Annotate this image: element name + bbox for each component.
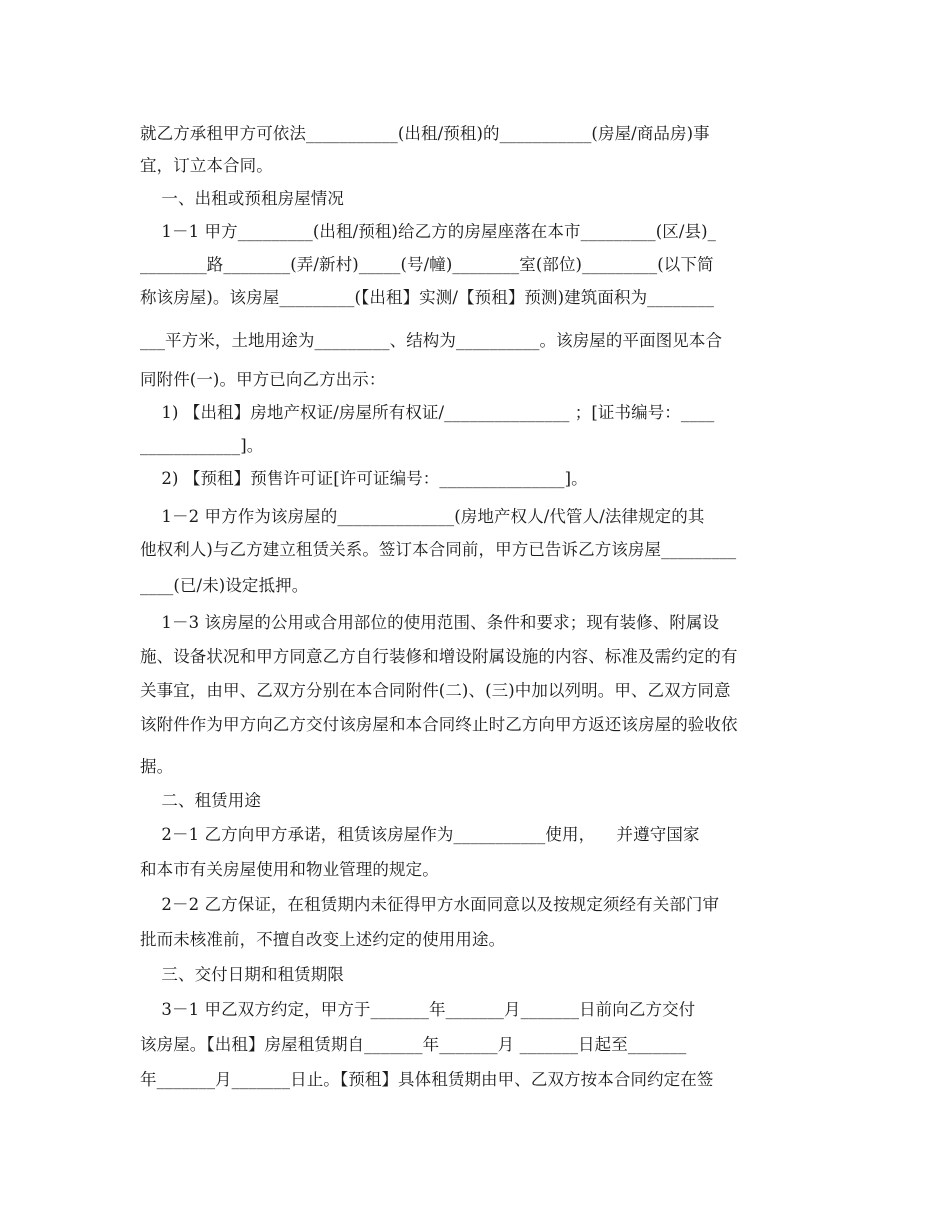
text-line: ____________]。 — [140, 436, 264, 455]
text-line: 2－2 乙方保证，在租赁期内未征得甲方水面同意以及按规定须经有关部门审 — [140, 895, 720, 914]
text-line: 1－1 甲方_________(出租/预租)给乙方的房屋座落在本市_________(区/县)_ — [140, 222, 717, 241]
text-line: 1－3 该房屋的公用或合用部位的使用范围、条件和要求；现有装修、附属设 — [140, 613, 720, 632]
text-line: 批而未核准前，不擅自改变上述约定的使用用途。 — [140, 930, 506, 949]
text-line: 1) 【出租】房地产权证/房屋所有权证/_______________ ；[证书编号：____ — [140, 403, 715, 422]
text-line: 称该房屋)。该房屋_________(【出租】实测/【预租】预测)建筑面积为________ — [140, 288, 714, 307]
text-line: 和本市有关房屋使用和物业管理的规定。 — [140, 860, 439, 879]
text-line: 施、设备状况和甲方同意乙方自行装修和增设附属设施的内容、标准及需约定的有 — [140, 647, 738, 666]
text-line: ____(已/未)设定抵押。 — [140, 576, 309, 595]
text-line: 据。 — [140, 757, 174, 776]
text-line: 他权利人)与乙方建立租赁关系。签订本合同前，甲方已告诉乙方该房屋_________ — [140, 540, 737, 559]
section-heading: 三、交付日期和租赁期限 — [140, 965, 344, 984]
section-heading: 一、出租或预租房屋情况 — [140, 189, 344, 208]
text-line: ________路________(弄/新村)_____(号/幢)________室(部位)_________(以下简 — [140, 255, 714, 274]
text-line: 1－2 甲方作为该房屋的______________(房地产权人/代管人/法律规定的其 — [140, 507, 705, 526]
text-line: 宜，订立本合同。 — [140, 156, 273, 175]
text-line: 2) 【预租】预售许可证[许可证编号：_______________]。 — [140, 469, 588, 488]
text-line: 年_______月_______日止。【预租】具体租赁期由甲、乙双方按本合同约定在签 — [140, 1070, 714, 1089]
text-line: 3－1 甲乙双方约定，甲方于_______年_______月_______日前向乙方交付 — [140, 1000, 696, 1019]
text-line: 就乙方承租甲方可依法___________(出租/预租)的___________(房屋/商品房)事 — [140, 124, 710, 143]
text-line: 该房屋。【出租】房屋租赁期自_______年_______月 _______日起至_______ — [140, 1035, 687, 1054]
text-line: 关事宜，由甲、乙双方分别在本合同附件(二)、(三)中加以列明。甲、乙双方同意 — [140, 681, 731, 700]
text-line: 2－1 乙方向甲方承诺，租赁该房屋作为___________使用， 并遵守国家 — [140, 825, 700, 844]
text-line: ___平方米，土地用途为_________、结构为__________。该房屋的平面图见本合 — [140, 331, 723, 350]
text-line: 该附件作为甲方向乙方交付该房屋和本合同终止时乙方向甲方返还该房屋的验收依 — [140, 715, 738, 734]
section-heading: 二、租赁用途 — [140, 791, 261, 810]
text-line: 同附件(一)。甲方已向乙方出示： — [140, 370, 386, 389]
